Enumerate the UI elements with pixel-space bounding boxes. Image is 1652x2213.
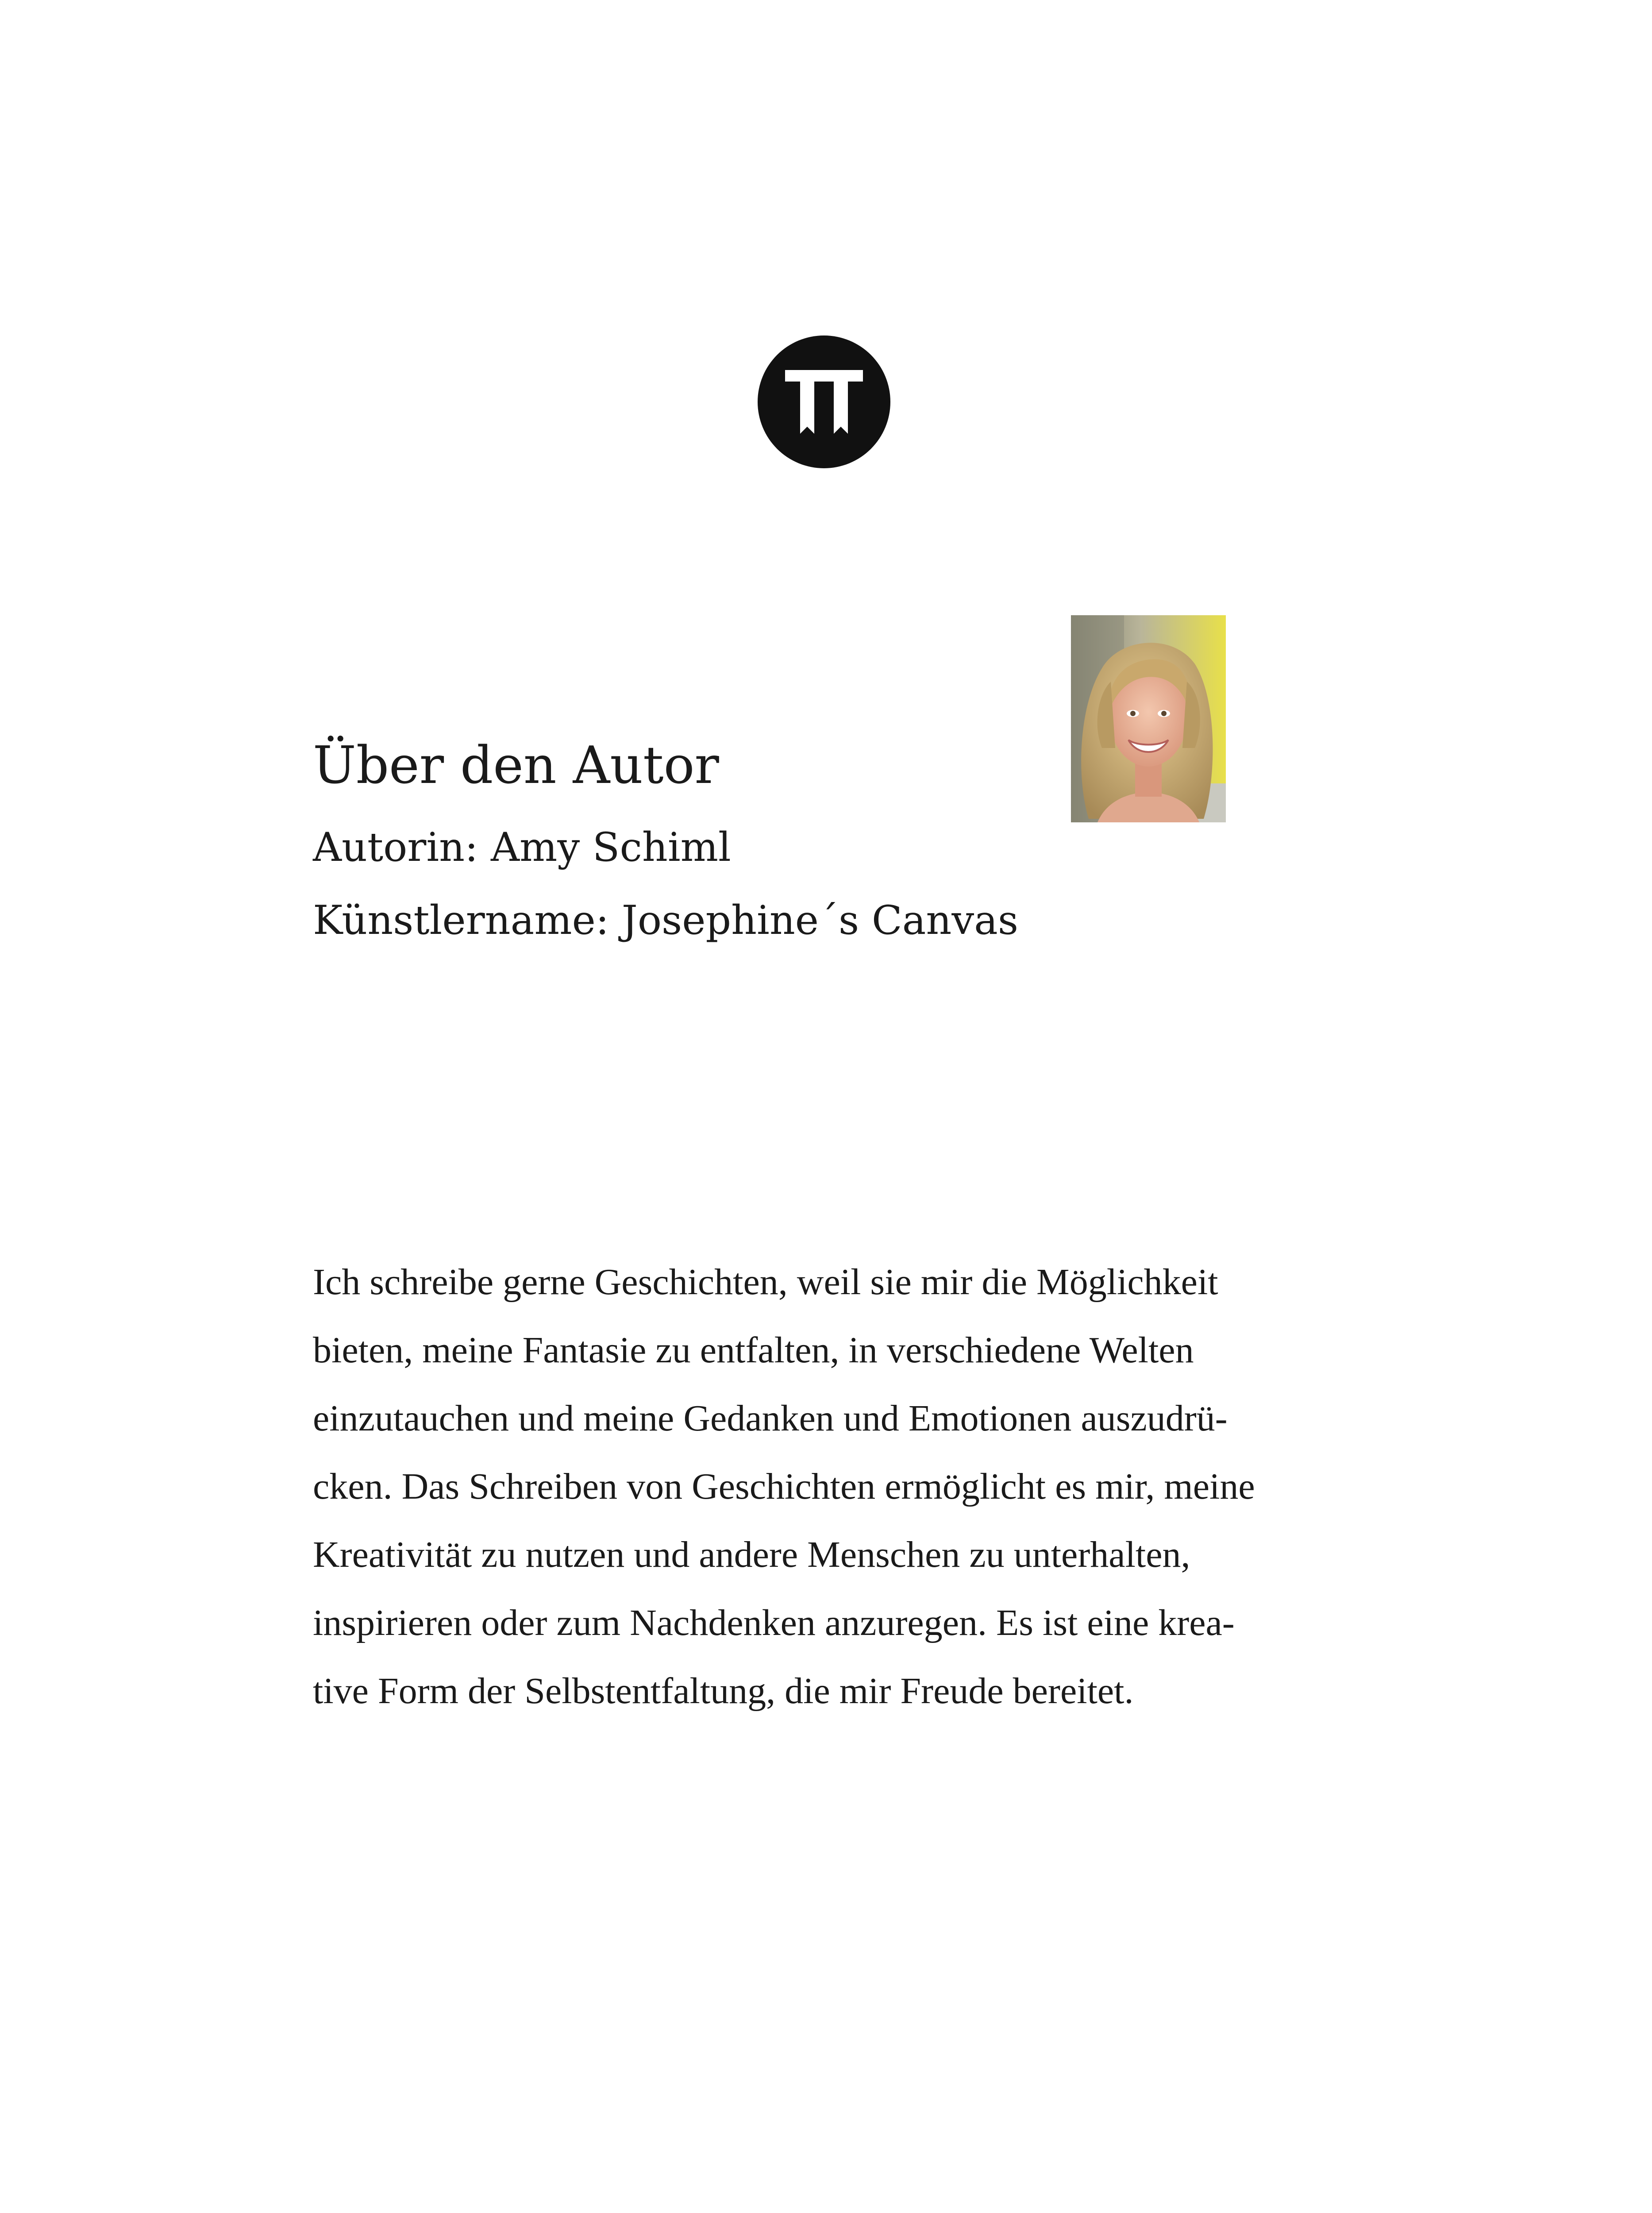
page-title: Über den Autor xyxy=(313,736,719,795)
paragraph-line: tive Form der Selbstentfaltung, die mir Freude bereitet. xyxy=(313,1670,1134,1712)
author-bio-paragraph xyxy=(313,1248,1402,1725)
paragraph-line: inspirieren oder zum Nachdenken anzuregen. Es ist eine krea- xyxy=(313,1602,1235,1643)
publisher-logo-icon xyxy=(758,335,890,468)
author-portrait-photo xyxy=(1071,615,1226,822)
paragraph-line: Ich schreibe gerne Geschichten, weil sie mir die Möglichkeit xyxy=(313,1261,1218,1303)
paragraph-line: cken. Das Schreiben von Geschichten ermöglicht es mir, meine xyxy=(313,1466,1255,1507)
author-name: Autorin: Amy Schiml xyxy=(313,824,731,871)
paragraph-line: bieten, meine Fantasie zu entfalten, in verschiedene Welten xyxy=(313,1330,1194,1371)
paragraph-line: einzutauchen und meine Gedanken und Emotionen auszudrü- xyxy=(313,1398,1228,1439)
artist-name: Künstlername: Josephine´s Canvas xyxy=(313,897,1019,944)
paragraph-line: Kreativität zu nutzen und andere Menschen zu unterhalten, xyxy=(313,1534,1190,1575)
